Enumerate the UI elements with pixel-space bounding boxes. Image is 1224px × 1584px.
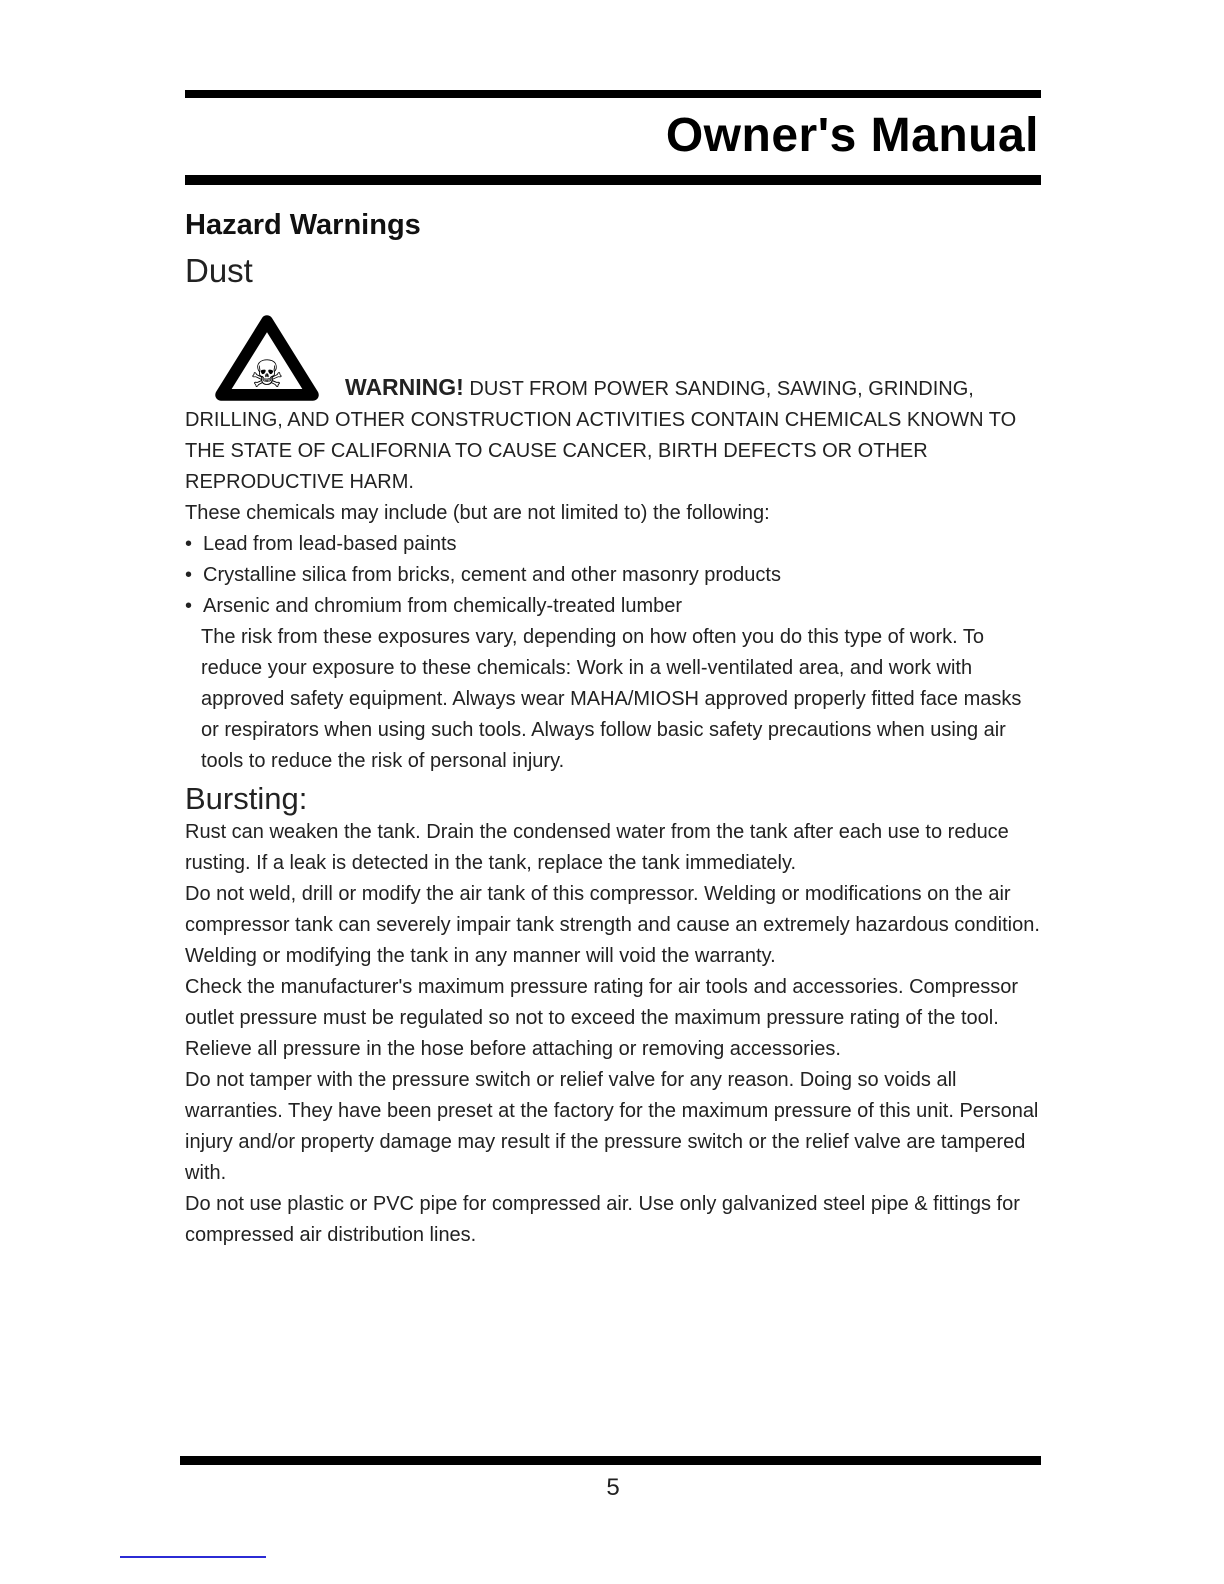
bursting-section	[185, 817, 1041, 1251]
list-item-text: Arsenic and chromium from chemically-treated lumber	[203, 595, 683, 617]
warning-text: DUST FROM POWER SANDING, SAWING, GRINDING, DRILLING, AND OTHER CONSTRUCTION ACTIVITIES CONTAIN CHEMICALS KNOWN TO THE STATE OF CALIFORNIA TO CAUSE CANCER, BIRTH DEFECTS OR OTHER REPRODUCTIVE HARM.	[185, 378, 1017, 493]
bursting-paragraph: Do not use plastic or PVC pipe for compressed air. Use only galvanized steel pipe & fittings for compressed air distribution lines.	[185, 1193, 1020, 1246]
bursting-paragraph: Do not tamper with the pressure switch or relief valve for any reason. Doing so voids all warranties. They have been preset at the factory for the maximum pressure of this unit. Personal injury and/or property damage may result if the pressure switch or the relief valve are tampered with.	[185, 1069, 1039, 1184]
bullet-icon: •	[185, 595, 193, 617]
list-item	[185, 560, 1041, 591]
bursting-paragraph: Rust can weaken the tank. Drain the condensed water from the tank after each use to reduce rusting. If a leak is detected in the tank, replace the tank immediately.	[185, 821, 1009, 874]
skull-crossbones-triangle-icon	[213, 312, 321, 404]
bursting-heading: Bursting:	[185, 781, 308, 816]
list-item	[185, 529, 1041, 560]
warning-label: WARNING!	[345, 374, 464, 400]
page-number: 5	[606, 1474, 620, 1501]
bullet-icon: •	[185, 533, 193, 555]
svg-text:☠: ☠	[250, 351, 284, 396]
list-item	[185, 591, 1041, 622]
list-item-text: Crystalline silica from bricks, cement and other masonry products	[203, 564, 781, 586]
warning-block	[185, 312, 1041, 498]
list-item-text: Lead from lead-based paints	[203, 533, 457, 555]
title-rule	[185, 175, 1041, 185]
bursting-paragraph: Do not weld, drill or modify the air tank of this compressor. Welding or modifications on the air compressor tank can severely impair tank strength and cause an extremely hazardous condition. Welding or modifying the tank in any manner will void the warranty.	[185, 883, 1040, 967]
footer-rule	[180, 1456, 1041, 1465]
chemicals-bullet-list	[185, 529, 1041, 622]
bullet-icon: •	[185, 564, 193, 586]
section-heading-hazard-warnings: Hazard Warnings	[185, 209, 421, 241]
sub-heading-dust: Dust	[185, 252, 253, 289]
page-content	[185, 90, 1041, 1251]
top-rule	[185, 90, 1041, 98]
footer-artifact-line	[120, 1556, 266, 1558]
bursting-paragraph: Check the manufacturer's maximum pressure rating for air tools and accessories. Compressor outlet pressure must be regulated so not to exceed the maximum pressure rating of the tool. Relieve all pressure in the hose before attaching or removing accessories.	[185, 976, 1019, 1060]
page-title: Owner's Manual	[665, 109, 1039, 162]
risk-paragraph: The risk from these exposures vary, depending on how often you do this type of work. To reduce your exposure to these chemicals: Work in a well-ventilated area, and work with approved safety equipment. Always wear MAHA/MIOSH approved properly fitted face masks or respirators when using such tools. Always follow basic safety precautions when using air tools to reduce the risk of personal injury.	[201, 626, 1022, 772]
chemicals-intro: These chemicals may include (but are not limited to) the following:	[185, 502, 770, 524]
